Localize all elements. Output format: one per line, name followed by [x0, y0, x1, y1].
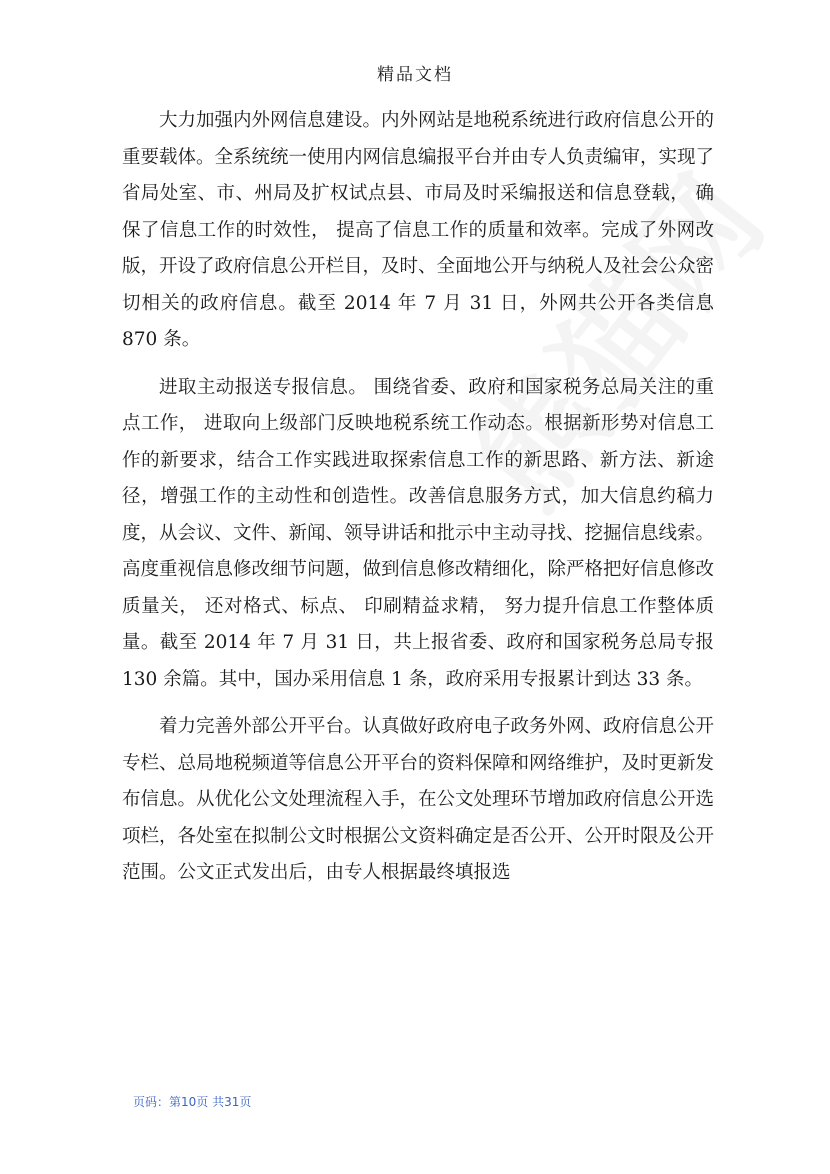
paragraph-2: 进取主动报送专报信息。 围绕省委、政府和国家税务总局关注的重点工作， 进取向上级部门反映地税系统工作动态。根据新形势对信息工作的新要求，结合工作实践进取探索信息工作的新思路、新方法、新途径，增强工作的主动性和创造性。改善信息服务方式，加大信息约稿力度，从会议、文件、新闻、领导讲话和批示中主动寻找、挖掘信息线索。高度重视信息修改细节问题，做到信息修改精细化，除严格把好信息修改质量关， 还对格式、标点、 印刷精益求精， 努力提升信息工作整体质量。截至 2014 年 7 月 31 日，共上报省委、政府和国家税务总局专报 130 余篇。其中，国办采用信息 1 条，政府采用专报累计到达 33 条。 [122, 376, 715, 690]
page-footer: 页码：第10页 共31页 [133, 1095, 252, 1109]
page-header: 精品文档 [377, 65, 453, 85]
paragraph-1: 大力加强内外网信息建设。内外网站是地税系统进行政府信息公开的重要载体。全系统统一使用内网信息编报平台并由专人负责编审，实现了省局处室、市、州局及扩权试点县、市局及时采编报送和信息登载， 确保了信息工作的时效性， 提高了信息工作的质量和效率。完成了外网改版，开设了政府信息公开栏目，及时、全面地公开与纳税人及社会公众密切相关的政府信息。截至 2014 年 7 月 31 日，外网共公开各类信息 870 条。 [122, 110, 715, 350]
paragraph-3: 着力完善外部公开平台。认真做好政府电子政务外网、政府信息公开专栏、总局地税频道等信息公开平台的资料保障和网络维护，及时更新发布信息。从优化公文处理流程入手，在公文处理环节增加政府信息公开选项栏，各处室在拟制公文时根据公文资料确定是否公开、公开时限及公开范围。公文正式发出后，由专人根据最终填报选 [122, 716, 715, 883]
document-body [122, 103, 714, 903]
